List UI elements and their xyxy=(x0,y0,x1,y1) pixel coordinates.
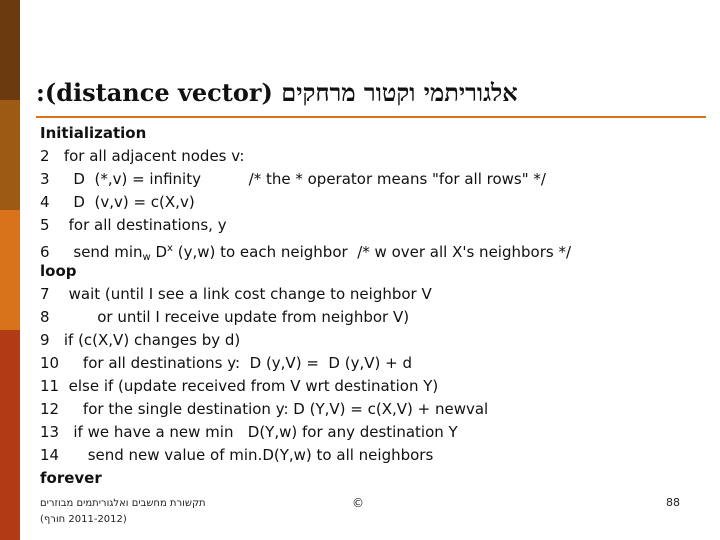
code-line-2: 2 for all adjacent nodes v: xyxy=(40,147,245,165)
code-block xyxy=(40,122,710,490)
side-stripe-1 xyxy=(0,0,20,100)
footer-course-name: תקשורת מחשבים ואלגוריתמים מבוזרים xyxy=(40,498,206,509)
footer-copyright: © xyxy=(352,496,364,510)
code-line-10: 10 for all destinations y: D (y,V) = D (y,V) + d xyxy=(40,354,412,372)
side-stripe-4 xyxy=(0,330,20,540)
code-line-forever: forever xyxy=(40,469,102,487)
side-stripe-3 xyxy=(0,210,20,330)
code-line-6 xyxy=(40,237,710,263)
code-line-8: 8 or until I receive update from neighbor V) xyxy=(40,308,410,326)
code-line-11: 11 else if (update received from V wrt destination Y) xyxy=(40,377,439,395)
code-line-7: 7 wait (until I see a link cost change to neighbor V xyxy=(40,285,432,303)
footer-course-info xyxy=(40,496,206,528)
code-line-6-superscript: x xyxy=(167,243,173,254)
code-line-6-part-a: 6 send min xyxy=(40,243,143,261)
title-rule xyxy=(36,116,706,118)
code-line-4: 4 D (v,v) = c(X,v) xyxy=(40,193,195,211)
side-stripe-2 xyxy=(0,100,20,210)
code-line-13: 13 if we have a new min D(Y,w) for any destination Y xyxy=(40,423,458,441)
footer-term: (2011-2012 חורף) xyxy=(40,514,127,525)
slide-title: :(distance vector) אלגוריתמי וקטור מרחקים xyxy=(36,78,518,107)
footer-page-number: 88 xyxy=(666,496,680,509)
code-line-6-subscript: w xyxy=(142,252,151,263)
code-line-initialization: Initialization xyxy=(40,124,147,142)
code-line-loop: loop xyxy=(40,262,77,280)
code-line-6-part-b: D xyxy=(150,243,168,261)
code-line-12: 12 for the single destination y: D (Y,V) = c(X,V) + newval xyxy=(40,400,489,418)
code-line-14: 14 send new value of min.D(Y,w) to all neighbors xyxy=(40,446,434,464)
code-line-9: 9 if (c(X,V) changes by d) xyxy=(40,331,241,349)
code-line-6-part-c: (y,w) to each neighbor /* w over all X's neighbors */ xyxy=(172,243,571,261)
code-line-5: 5 for all destinations, y xyxy=(40,216,227,234)
code-line-3: 3 D (*,v) = infinity /* the * operator means "for all rows" */ xyxy=(40,170,546,188)
